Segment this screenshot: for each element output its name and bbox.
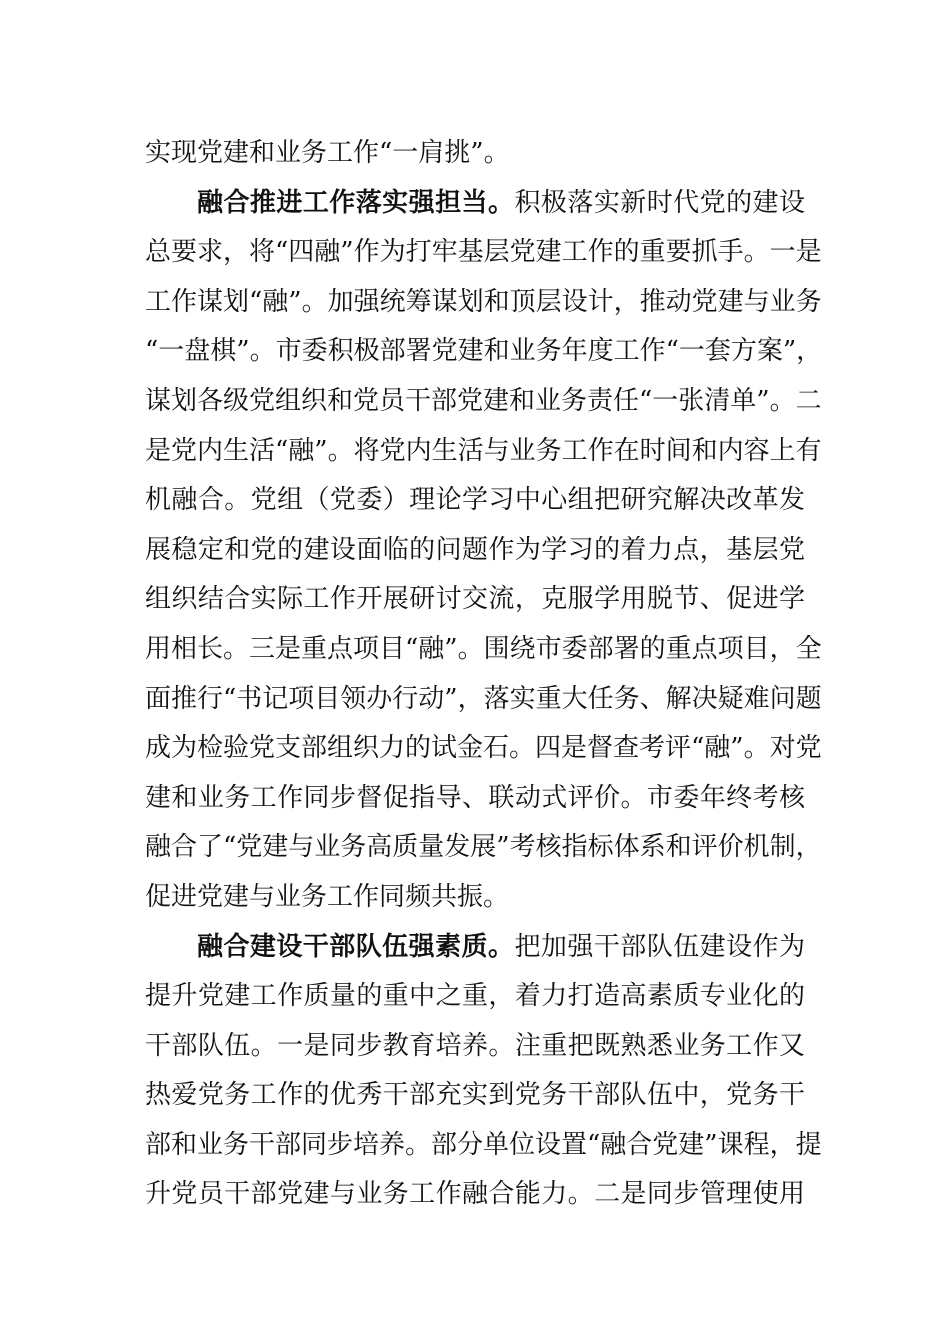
text-line: 总要求，将“四融”作为打牢基层党建工作的重要抓手。一是	[145, 237, 822, 268]
text-line: 部和业务干部同步培养。部分单位设置“融合党建”课程，提	[145, 1129, 822, 1160]
text-line: 是党内生活“融”。将党内生活与业务工作在时间和内容上有	[145, 435, 822, 466]
text-line: 融合了“党建与业务高质量发展”考核指标体系和评价机制，	[145, 832, 822, 863]
text-run: 积极落实新时代党的建设	[514, 187, 805, 218]
text-line: 提升党建工作质量的重中之重，着力打造高素质专业化的	[145, 981, 805, 1012]
text-line: 机融合。党组（党委）理论学习中心组把研究解决改革发	[145, 485, 805, 516]
text-line: 升党员干部党建与业务工作融合能力。二是同步管理使用	[145, 1179, 805, 1210]
text-line: 促进党建与业务工作同频共振。	[145, 881, 510, 912]
text-run: 把加强干部队伍建设作为	[514, 931, 805, 962]
paragraph-first-line	[145, 923, 805, 973]
body-text	[145, 129, 823, 1220]
paragraph-first-line	[145, 179, 805, 229]
paragraph-heading: 融合推进工作落实强担当。	[197, 187, 515, 218]
text-line: 工作谋划“融”。加强统筹谋划和顶层设计，推动党建与业务	[145, 286, 822, 317]
text-line: 用相长。三是重点项目“融”。围绕市委部署的重点项目，全	[145, 633, 822, 664]
text-line: 干部队伍。一是同步教育培养。注重把既熟悉业务工作又	[145, 1030, 805, 1061]
text-line: 成为检验党支部组织力的试金石。四是督查考评“融”。对党	[145, 733, 822, 764]
text-line: 面推行“书记项目领办行动”，落实重大任务、解决疑难问题	[145, 683, 822, 714]
text-line: 热爱党务工作的优秀干部充实到党务干部队伍中，党务干	[145, 1080, 805, 1111]
text-line: “一盘棋”。市委积极部署党建和业务年度工作“一套方案”，	[145, 336, 823, 367]
text-line: 组织结合实际工作开展研讨交流，克服学用脱节、促进学	[145, 584, 805, 615]
text-line: 谋划各级党组织和党员干部党建和业务责任“一张清单”。二	[145, 385, 822, 416]
paragraph-heading: 融合建设干部队伍强素质。	[197, 931, 515, 962]
text-line: 展稳定和党的建设面临的问题作为学习的着力点，基层党	[145, 534, 805, 565]
text-line: 实现党建和业务工作“一肩挑”。	[145, 138, 510, 168]
text-line: 建和业务工作同步督促指导、联动式评价。市委年终考核	[145, 782, 805, 813]
